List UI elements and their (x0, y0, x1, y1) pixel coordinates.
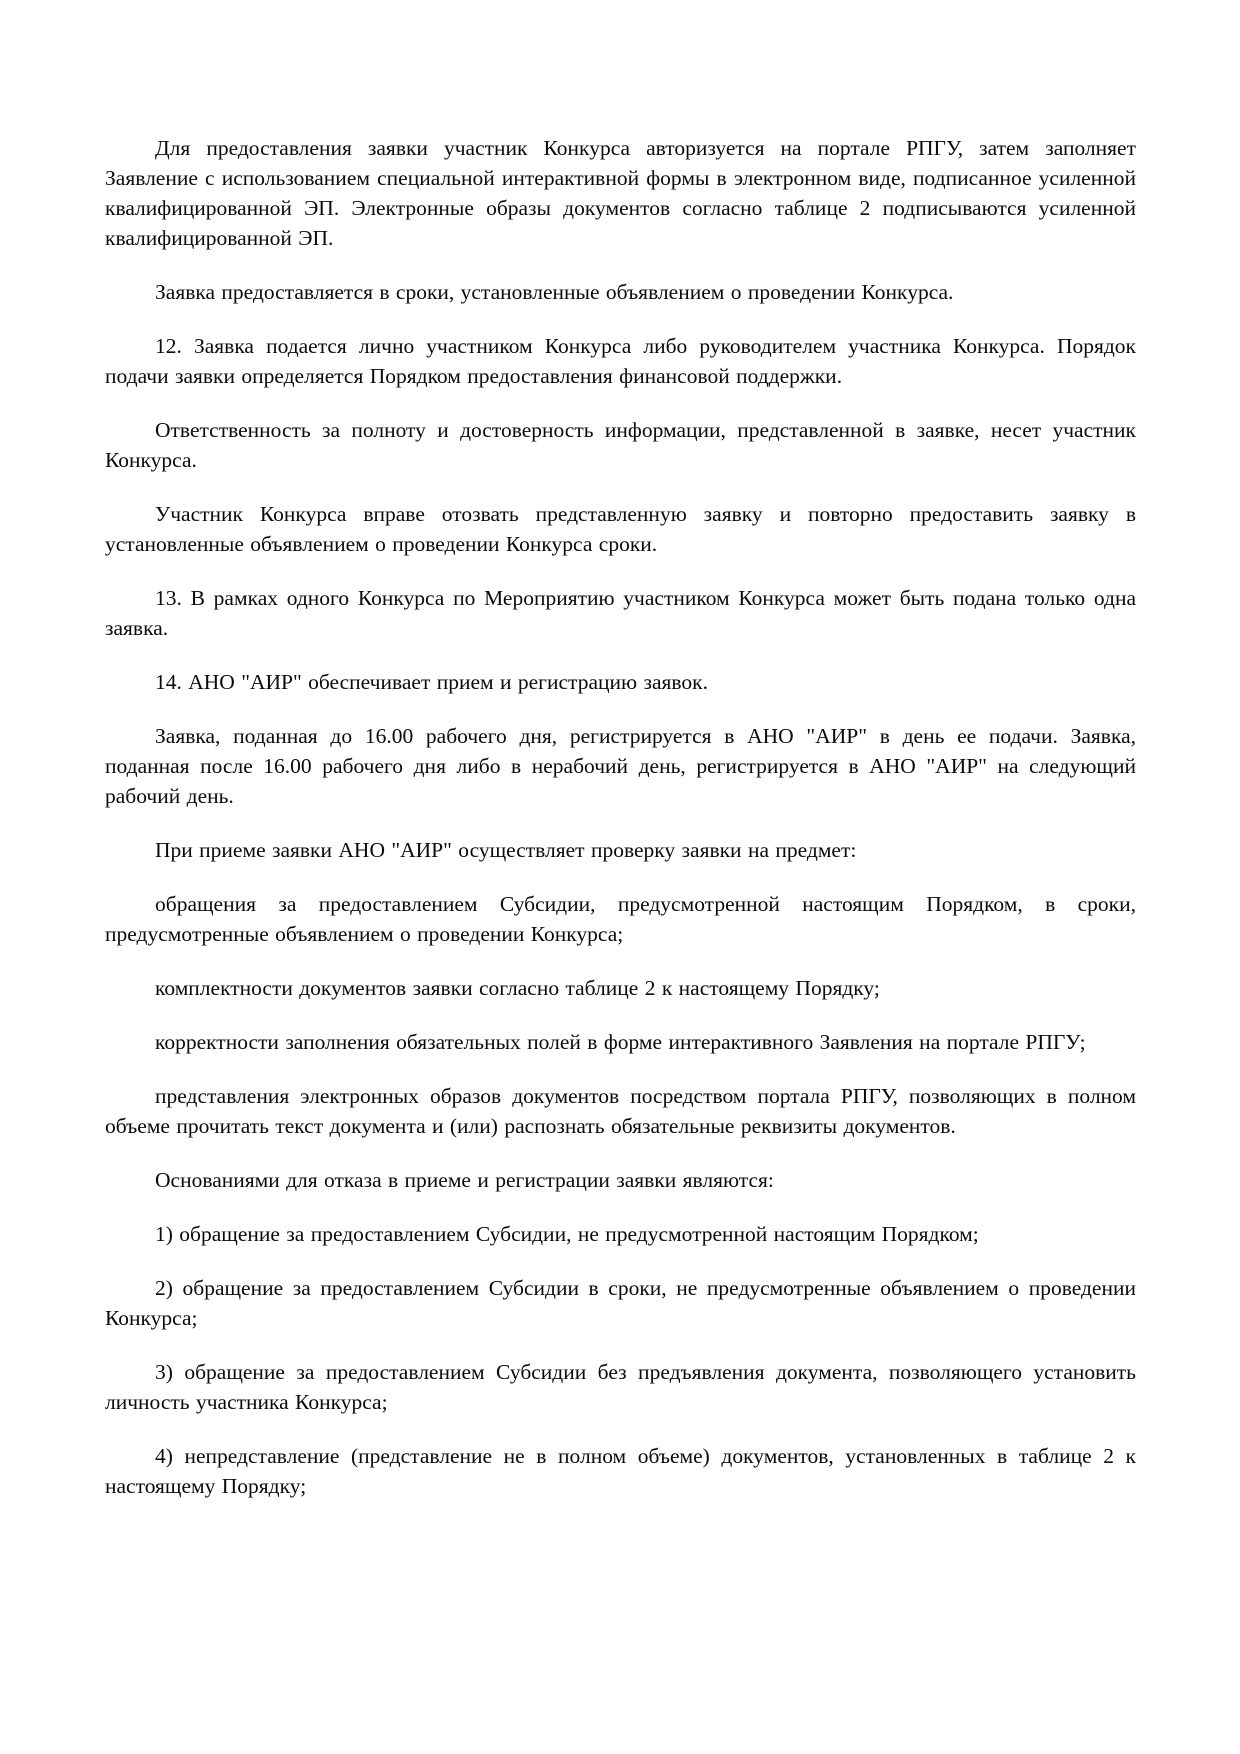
document-paragraph: 4) непредставление (представление не в полном объеме) документов, установленных в таблице 2 к настоящему Порядку; (105, 1444, 1136, 1498)
document-paragraph: представления электронных образов документов посредством портала РПГУ, позволяющих в полном объеме прочитать текст документа и (или) распознать обязательные реквизиты документов. (105, 1084, 1136, 1138)
document-paragraph: Заявка предоставляется в сроки, установленные объявлением о проведении Конкурса. (155, 280, 954, 304)
document-paragraph: Заявка, поданная до 16.00 рабочего дня, регистрируется в АНО "АИР" в день ее подачи. Заявка, поданная после 16.00 рабочего дня либо в нерабочий день, регистрируется в АНО "АИР" на следующий рабочий день. (105, 724, 1136, 808)
document-paragraph: 14. АНО "АИР" обеспечивает прием и регистрацию заявок. (155, 670, 708, 694)
document-paragraph: 3) обращение за предоставлением Субсидии без предъявления документа, позволяющего установить личность участника Конкурса; (105, 1360, 1136, 1414)
document-paragraph: 12. Заявка подается лично участником Конкурса либо руководителем участника Конкурса. Порядок подачи заявки определяется Порядком предоставления финансовой поддержки. (105, 334, 1136, 388)
document-paragraph: Ответственность за полноту и достоверность информации, представленной в заявке, несет участник Конкурса. (105, 418, 1136, 472)
document-paragraph: Участник Конкурса вправе отозвать представленную заявку и повторно предоставить заявку в установленные объявлением о проведении Конкурса сроки. (105, 502, 1136, 556)
document-paragraph: Для предоставления заявки участник Конкурса авторизуется на портале РПГУ, затем заполняет Заявление с использованием специальной интерактивной формы в электронном виде, подписанное усиленной квалифицированной ЭП. Электронные образы документов согласно таблице 2 подписываются усиленной квалифицированной ЭП. (105, 136, 1136, 250)
document-paragraph: Основаниями для отказа в приеме и регистрации заявки являются: (155, 1168, 774, 1192)
document-paragraph: 2) обращение за предоставлением Субсидии в сроки, не предусмотренные объявлением о проведении Конкурса; (105, 1276, 1136, 1330)
document-paragraph: 1) обращение за предоставлением Субсидии, не предусмотренной настоящим Порядком; (155, 1222, 979, 1246)
document-paragraph: 13. В рамках одного Конкурса по Мероприятию участником Конкурса может быть подана только одна заявка. (105, 586, 1136, 640)
document-paragraph: При приеме заявки АНО "АИР" осуществляет проверку заявки на предмет: (155, 838, 857, 862)
document-paragraph: комплектности документов заявки согласно таблице 2 к настоящему Порядку; (155, 976, 880, 1000)
document-paragraph: обращения за предоставлением Субсидии, предусмотренной настоящим Порядком, в сроки, предусмотренные объявлением о проведении Конкурса; (105, 892, 1136, 946)
document-paragraph: корректности заполнения обязательных полей в форме интерактивного Заявления на портале РПГУ; (155, 1030, 1086, 1054)
document-text-block (105, 133, 1136, 1501)
